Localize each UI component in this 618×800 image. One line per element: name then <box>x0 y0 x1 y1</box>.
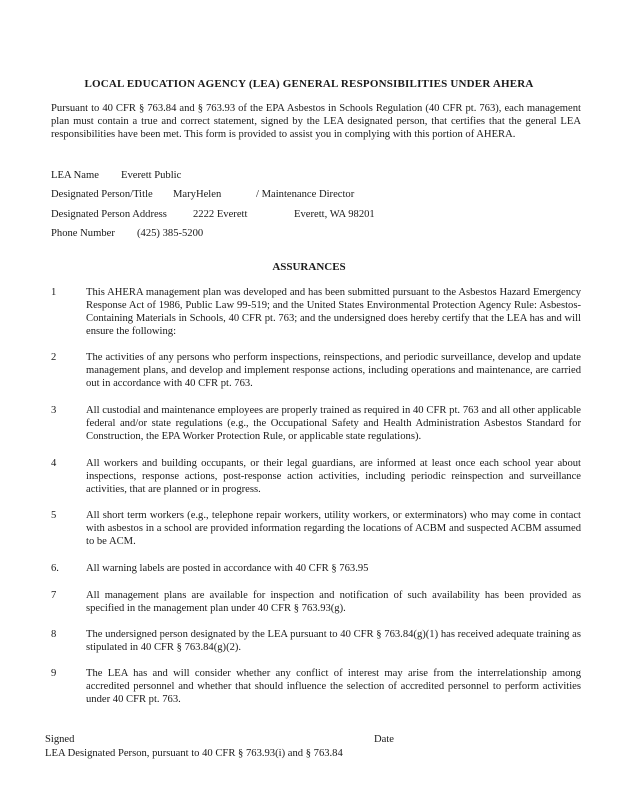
assurance-number: 6. <box>51 563 59 574</box>
assurance-text: This AHERA management plan was developed and has been submitted pursuant to the Asbestos Hazard Emergency Response Act of 1986, Public Law 99-519; and the United States Environmental Protection Agency Rule: Asbestos-Containing Materials in Schools, 40 CFR pt. 763; and the undersigned does hereby certify that the LEA has and will ensure the following: <box>86 287 581 337</box>
signature-row <box>45 733 585 747</box>
phone-label: Phone Number <box>51 228 115 239</box>
designated-person-title: / Maintenance Director <box>256 189 355 200</box>
designated-person-label: Designated Person/Title <box>51 189 153 200</box>
date-label: Date <box>374 734 394 745</box>
assurance-text: All warning labels are posted in accordance with 40 CFR § 763.95 <box>86 563 369 574</box>
assurance-number: 1 <box>51 287 57 298</box>
assurance-number: 5 <box>51 510 57 521</box>
intro-paragraph: Pursuant to 40 CFR § 763.84 and § 763.93 of the EPA Asbestos in Schools Regulation (40 CFR pt. 763), each management plan must contain a true and correct statement, signed by the LEA designated person, that certifies that the general LEA responsibilities have been met. This form is provided to assist you in complying with this portion of AHERA. <box>51 103 581 140</box>
assurance-text: All custodial and maintenance employees are properly trained as required in 40 CFR pt. 763 and all other applicable federal and/or state regulations (e.g., the Occupational Safety and Health Administration Asbestos Standard for Construction, the EPA Worker Protection Rule, or applicable state regulations). <box>86 405 581 442</box>
address-city: Everett, WA 98201 <box>294 209 375 220</box>
assurance-text: All management plans are available for inspection and notification of such availability has been provided as specified in the management plan under 40 CFR § 763.93(g). <box>86 590 581 614</box>
signature-note: LEA Designated Person, pursuant to 40 CFR § 763.93(i) and § 763.84 <box>45 748 343 759</box>
assurance-number: 3 <box>51 405 57 416</box>
page-title: LOCAL EDUCATION AGENCY (LEA) GENERAL RESPONSIBILITIES UNDER AHERA <box>84 78 534 90</box>
assurance-number: 7 <box>51 590 57 601</box>
assurances-heading: ASSURANCES <box>272 261 346 273</box>
assurance-number: 2 <box>51 352 57 363</box>
assurance-text: The undersigned person designated by the LEA pursuant to 40 CFR § 763.84(g)(1) has received adequate training as stipulated in 40 CFR § 763.84(g)(2). <box>86 629 581 653</box>
phone-value: (425) 385-5200 <box>137 228 204 239</box>
assurance-text: The activities of any persons who perform inspections, reinspections, and periodic surveillance, develop and update management plans, and develop and implement response actions, including operations and maintenance, are carried out in accordance with 40 CFR pt. 763. <box>86 352 581 389</box>
assurance-number: 4 <box>51 458 57 469</box>
assurance-text: All short term workers (e.g., telephone repair workers, utility workers, or exterminators) who may come in contact with asbestos in a school are provided information regarding the locations of ACBM and suspected ACBM assumed to be ACM. <box>86 510 581 547</box>
designated-person-name: MaryHelen <box>173 189 222 200</box>
address-label: Designated Person Address <box>51 209 167 220</box>
assurance-text: The LEA has and will consider whether any conflict of interest may arise from the interrelationship among accredited personnel and whether that should influence the selection of accredited personnel to perform activities under 40 CFR pt. 763. <box>86 668 581 705</box>
assurance-number: 8 <box>51 629 57 640</box>
lea-name-label: LEA Name <box>51 170 99 181</box>
assurance-text: All workers and building occupants, or their legal guardians, are informed at least once each school year about inspections, response actions, post-response action activities, including periodic reinspection and surveillance activities, that are planned or in progress. <box>86 458 581 495</box>
assurance-number: 9 <box>51 668 57 679</box>
address-street: 2222 Everett <box>193 209 248 220</box>
lea-name-value: Everett Public <box>121 170 182 181</box>
signed-label: Signed <box>45 734 75 745</box>
